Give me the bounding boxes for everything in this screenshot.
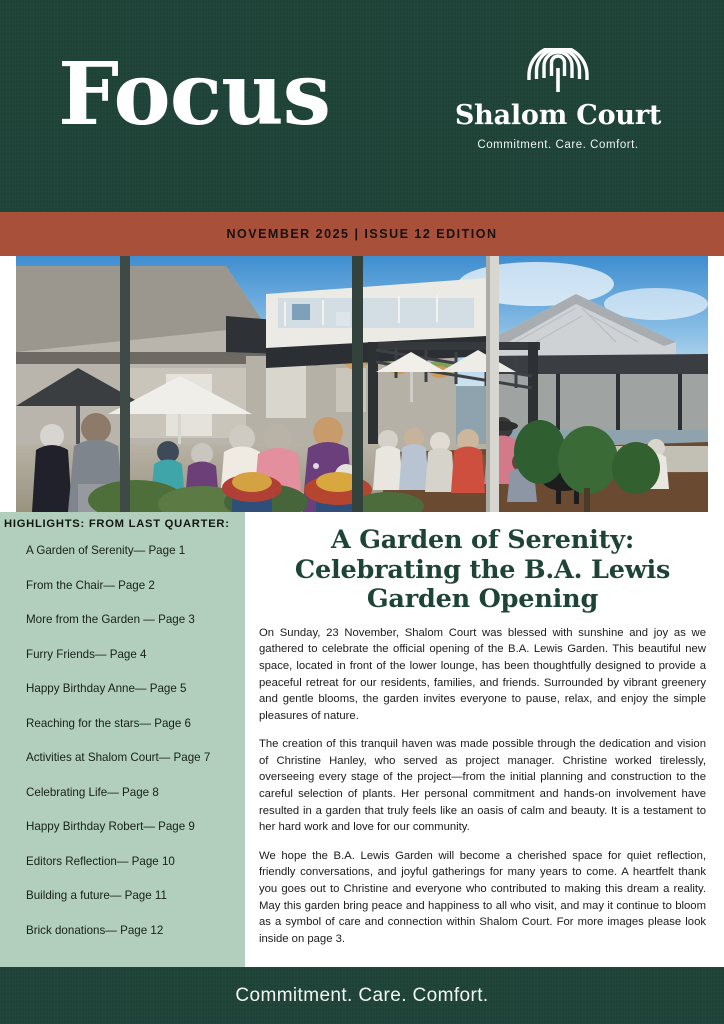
hero-photo-image bbox=[16, 256, 708, 512]
highlight-item-10[interactable]: Editors Reflection— Page 10 bbox=[26, 854, 175, 868]
lead-article bbox=[249, 512, 724, 967]
highlight-item-4[interactable]: Furry Friends— Page 4 bbox=[26, 647, 147, 661]
menorah-arcs-icon bbox=[519, 48, 597, 94]
highlight-item-1[interactable]: A Garden of Serenity— Page 1 bbox=[26, 544, 186, 557]
brand-block bbox=[452, 48, 664, 151]
highlights-list bbox=[0, 530, 245, 937]
article-headline: A Garden of Serenity: Celebrating the B.A. Lewis Garden Opening bbox=[294, 525, 671, 615]
highlight-item-8[interactable]: Celebrating Life— Page 8 bbox=[26, 785, 159, 799]
article-paragraph-1: On Sunday, 23 November, Shalom Court was blessed with sunshine and joy as we gathered to celebrate the official opening of the B.A. Lewis Garden. This beautiful new space, located in front of the lower lounge, has been thoughtfully designed to provide a peaceful retreat for our residents, families, and friends. Surrounded by vibrant greenery and gentle blooms, the garden invites everyone to pause, relax, and enjoy the simple pleasures of nature. bbox=[259, 626, 706, 722]
issue-banner-text: NOVEMBER 2025 | ISSUE 12 EDITION bbox=[226, 227, 498, 241]
highlight-item-9[interactable]: Happy Birthday Robert— Page 9 bbox=[26, 820, 195, 833]
brand-tagline: Commitment. Care. Comfort. bbox=[477, 139, 639, 152]
highlights-heading: HIGHLIGHTS: FROM LAST QUARTER: bbox=[4, 518, 230, 530]
article-paragraph-2: The creation of this tranquil haven was made possible through the dedication and vision of Christine Hanley, who served as project manager. Christine worked tirelessly, overseeing every stage of the project—from the initial planning and construction to the careful selection of plants. Her personal commitment and hands-on involvement have resulted in a garden that truly feels like an oasis of calm and beauty. It is a testament to her hard work and love for our community. bbox=[259, 738, 706, 834]
highlight-item-2[interactable]: From the Chair— Page 2 bbox=[26, 578, 155, 592]
footer bbox=[0, 967, 724, 1024]
highlight-item-7[interactable]: Activities at Shalom Court— Page 7 bbox=[26, 751, 211, 764]
brand-name: Shalom Court bbox=[454, 100, 662, 131]
article-body bbox=[259, 625, 706, 948]
highlight-item-11[interactable]: Building a future— Page 11 bbox=[26, 889, 167, 902]
article-paragraph-3: We hope the B.A. Lewis Garden will become a cherished space for quiet reflection, friendly conversations, and joyful gatherings for many years to come. A heartfelt thank you goes out to Christine and everyone who contributed to making this dream a reality. May this garden bring peace and happiness to all who visit, and may it continue to bloom as a symbol of care and connection within Shalom Court. For more images please look inside on page 3. bbox=[259, 849, 706, 945]
footer-tagline: Commitment. Care. Comfort. bbox=[235, 984, 489, 1006]
highlight-item-6[interactable]: Reaching for the stars— Page 6 bbox=[26, 716, 191, 730]
highlight-item-3[interactable]: More from the Garden — Page 3 bbox=[26, 613, 195, 626]
hero-photo bbox=[16, 256, 708, 512]
issue-banner bbox=[0, 212, 724, 256]
highlights-sidebar bbox=[0, 512, 245, 967]
masthead bbox=[0, 0, 724, 212]
highlight-item-5[interactable]: Happy Birthday Anne— Page 5 bbox=[26, 682, 187, 695]
page-title: Focus bbox=[58, 44, 331, 145]
highlight-item-12[interactable]: Brick donations— Page 12 bbox=[26, 923, 164, 937]
